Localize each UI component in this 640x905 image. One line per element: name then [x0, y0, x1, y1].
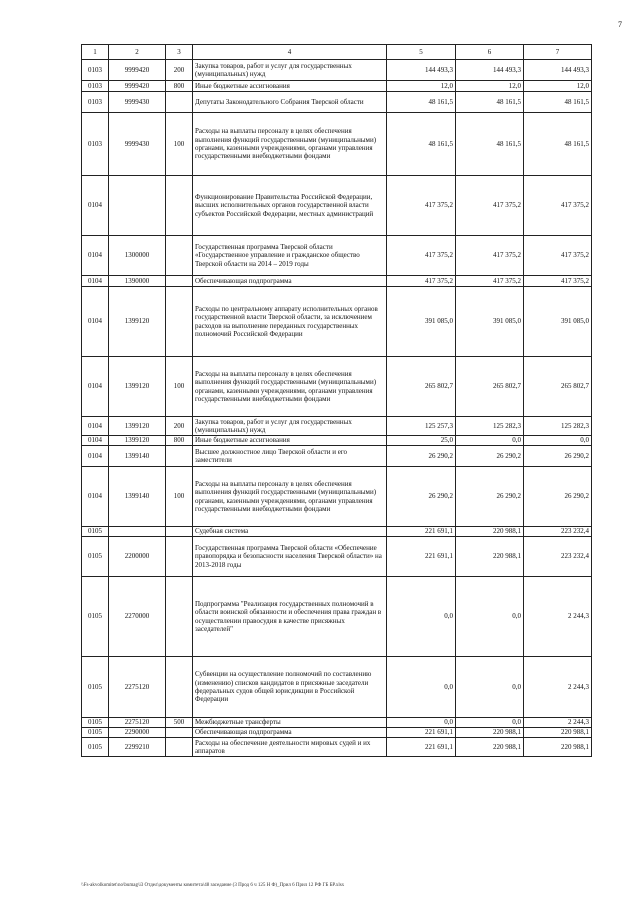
cell-c2: 2299210	[109, 738, 166, 757]
cell-c7: 144 493,3	[524, 60, 592, 81]
cell-c4: Иные бюджетные ассигнования	[193, 81, 387, 92]
cell-c6: 26 290,2	[456, 467, 524, 527]
header-cell: 2	[109, 45, 166, 60]
cell-c2: 9999420	[109, 81, 166, 92]
cell-c1: 0104	[82, 287, 109, 357]
table-row	[82, 287, 592, 357]
cell-c7: 220 988,1	[524, 728, 592, 738]
table-row	[82, 113, 592, 176]
cell-c6: 220 988,1	[456, 738, 524, 757]
cell-c5: 391 085,0	[387, 287, 456, 357]
file-path-footer: \\Fs-akvolkomitet\no\bumag\i3 Отдел\документы комитета\48 заседание (3 Прод 6 ч 125 Н Ф)_Прил 6 Прил 12 РФ ГБ БР.xlsx	[81, 883, 345, 888]
cell-c4: Государственная программа Тверской области «Обеспечение правопорядка и безопасности населения Тверской области» на 2013-2018 годы	[193, 537, 387, 577]
table-row	[82, 537, 592, 577]
table-row	[82, 718, 592, 728]
cell-c7: 125 282,3	[524, 417, 592, 436]
cell-c3	[166, 657, 193, 718]
cell-c6: 391 085,0	[456, 287, 524, 357]
cell-c5: 26 290,2	[387, 446, 456, 467]
cell-c1: 0105	[82, 718, 109, 728]
cell-c4: Обеспечивающая подпрограмма	[193, 276, 387, 287]
cell-c5: 144 493,3	[387, 60, 456, 81]
cell-c7: 223 232,4	[524, 537, 592, 577]
cell-c6: 220 988,1	[456, 537, 524, 577]
cell-c6: 417 375,2	[456, 236, 524, 276]
cell-c7: 0,0	[524, 436, 592, 446]
cell-c5: 26 290,2	[387, 467, 456, 527]
cell-c4: Межбюджетные трансферты	[193, 718, 387, 728]
cell-c5: 221 691,1	[387, 537, 456, 577]
table-row	[82, 436, 592, 446]
cell-c2: 1399140	[109, 467, 166, 527]
cell-c7: 265 802,7	[524, 357, 592, 417]
cell-c5: 265 802,7	[387, 357, 456, 417]
cell-c6: 0,0	[456, 577, 524, 657]
cell-c6: 12,0	[456, 81, 524, 92]
table-row	[82, 738, 592, 757]
cell-c3: 200	[166, 417, 193, 436]
page-number: 7	[618, 20, 622, 29]
cell-c4: Расходы на обеспечение деятельности мировых судей и их аппаратов	[193, 738, 387, 757]
cell-c1: 0105	[82, 527, 109, 537]
cell-c4: Расходы на выплаты персоналу в целях обеспечения выполнения функций государственными (муниципальными) органами, казенными учреждениями, органами управления государственными внебюджетными фондами	[193, 113, 387, 176]
cell-c7: 391 085,0	[524, 287, 592, 357]
cell-c4: Подпрограмма "Реализация государственных полномочий в области воинской обязанности и обеспечения права граждан в осуществлении правосудия в качестве присяжных заседателей"	[193, 577, 387, 657]
cell-c5: 12,0	[387, 81, 456, 92]
cell-c2: 2275120	[109, 657, 166, 718]
cell-c6: 265 802,7	[456, 357, 524, 417]
cell-c7: 26 290,2	[524, 467, 592, 527]
cell-c3	[166, 236, 193, 276]
cell-c2: 1399140	[109, 446, 166, 467]
cell-c2: 2200000	[109, 537, 166, 577]
cell-c1: 0105	[82, 537, 109, 577]
table-row	[82, 467, 592, 527]
budget-table	[81, 44, 592, 757]
cell-c3	[166, 577, 193, 657]
cell-c2: 9999430	[109, 113, 166, 176]
table-row	[82, 92, 592, 113]
cell-c7: 48 161,5	[524, 92, 592, 113]
cell-c1: 0103	[82, 92, 109, 113]
cell-c3: 100	[166, 467, 193, 527]
cell-c7: 12,0	[524, 81, 592, 92]
cell-c7: 2 244,3	[524, 657, 592, 718]
cell-c7: 2 244,3	[524, 718, 592, 728]
header-cell: 1	[82, 45, 109, 60]
cell-c5: 0,0	[387, 657, 456, 718]
cell-c6: 26 290,2	[456, 446, 524, 467]
cell-c1: 0103	[82, 60, 109, 81]
cell-c2: 1390000	[109, 276, 166, 287]
cell-c7: 417 375,2	[524, 176, 592, 236]
cell-c2: 2270000	[109, 577, 166, 657]
cell-c7: 223 232,4	[524, 527, 592, 537]
table-row	[82, 357, 592, 417]
cell-c3	[166, 92, 193, 113]
cell-c3	[166, 287, 193, 357]
cell-c3: 100	[166, 357, 193, 417]
cell-c1: 0105	[82, 728, 109, 738]
cell-c7: 417 375,2	[524, 236, 592, 276]
cell-c6: 0,0	[456, 657, 524, 718]
cell-c3	[166, 738, 193, 757]
cell-c6: 125 282,3	[456, 417, 524, 436]
table-row	[82, 657, 592, 718]
cell-c2: 1399120	[109, 287, 166, 357]
table-row	[82, 276, 592, 287]
cell-c7: 48 161,5	[524, 113, 592, 176]
cell-c1: 0105	[82, 657, 109, 718]
cell-c5: 48 161,5	[387, 113, 456, 176]
cell-c3: 800	[166, 436, 193, 446]
cell-c4: Обеспечивающая подпрограмма	[193, 728, 387, 738]
cell-c3: 200	[166, 60, 193, 81]
cell-c6: 220 988,1	[456, 527, 524, 537]
cell-c1: 0104	[82, 276, 109, 287]
header-cell: 6	[456, 45, 524, 60]
cell-c4: Расходы по центральному аппарату исполнительных органов государственной власти Тверской области, за исключением расходов на выполнение переданных государственных полномочий Российской Федерации	[193, 287, 387, 357]
cell-c1: 0105	[82, 577, 109, 657]
cell-c3	[166, 276, 193, 287]
cell-c2	[109, 176, 166, 236]
table-row	[82, 81, 592, 92]
cell-c5: 417 375,2	[387, 176, 456, 236]
cell-c5: 221 691,1	[387, 738, 456, 757]
cell-c3	[166, 537, 193, 577]
cell-c2: 1399120	[109, 417, 166, 436]
header-cell: 4	[193, 45, 387, 60]
cell-c1: 0104	[82, 436, 109, 446]
cell-c7: 2 244,3	[524, 577, 592, 657]
cell-c3: 800	[166, 81, 193, 92]
cell-c7: 417 375,2	[524, 276, 592, 287]
cell-c2: 9999420	[109, 60, 166, 81]
cell-c4: Расходы на выплаты персоналу в целях обеспечения выполнения функций государственными (муниципальными) органами, казенными учреждениями, органами управления государственными внебюджетными фондами	[193, 467, 387, 527]
cell-c5: 221 691,1	[387, 527, 456, 537]
cell-c4: Расходы на выплаты персоналу в целях обеспечения выполнения функций государственными (муниципальными) органами, казенными учреждениями, органами управления государственными внебюджетными фондами	[193, 357, 387, 417]
table-row	[82, 236, 592, 276]
cell-c2	[109, 527, 166, 537]
header-row	[82, 45, 592, 60]
table-row	[82, 176, 592, 236]
cell-c1: 0104	[82, 357, 109, 417]
cell-c1: 0104	[82, 467, 109, 527]
cell-c3	[166, 527, 193, 537]
cell-c5: 125 257,3	[387, 417, 456, 436]
cell-c4: Судебная система	[193, 527, 387, 537]
cell-c5: 48 161,5	[387, 92, 456, 113]
cell-c4: Иные бюджетные ассигнования	[193, 436, 387, 446]
cell-c3: 100	[166, 113, 193, 176]
cell-c7: 26 290,2	[524, 446, 592, 467]
cell-c6: 144 493,3	[456, 60, 524, 81]
cell-c1: 0103	[82, 81, 109, 92]
cell-c5: 417 375,2	[387, 236, 456, 276]
cell-c4: Закупка товаров, работ и услуг для государственных (муниципальных) нужд	[193, 60, 387, 81]
cell-c5: 221 691,1	[387, 728, 456, 738]
cell-c3	[166, 728, 193, 738]
cell-c6: 0,0	[456, 718, 524, 728]
table-row	[82, 577, 592, 657]
cell-c6: 417 375,2	[456, 276, 524, 287]
cell-c2: 2290000	[109, 728, 166, 738]
table-row	[82, 446, 592, 467]
cell-c2: 1399120	[109, 357, 166, 417]
table-row	[82, 728, 592, 738]
cell-c4: Депутаты Законодательного Собрания Тверской области	[193, 92, 387, 113]
cell-c3	[166, 176, 193, 236]
cell-c6: 48 161,5	[456, 92, 524, 113]
cell-c1: 0105	[82, 738, 109, 757]
table-row	[82, 527, 592, 537]
cell-c7: 220 988,1	[524, 738, 592, 757]
table-row	[82, 417, 592, 436]
cell-c1: 0104	[82, 236, 109, 276]
cell-c5: 417 375,2	[387, 276, 456, 287]
cell-c1: 0104	[82, 417, 109, 436]
cell-c6: 48 161,5	[456, 113, 524, 176]
cell-c5: 0,0	[387, 577, 456, 657]
cell-c1: 0104	[82, 176, 109, 236]
cell-c6: 220 988,1	[456, 728, 524, 738]
cell-c4: Субвенции на осуществление полномочий по составлению (изменению) списков кандидатов в присяжные заседатели федеральных судов общей юрисдикции в Российской Федерации	[193, 657, 387, 718]
cell-c4: Государственная программа Тверской области «Государственное управление и гражданское общество Тверской области на 2014 – 2019 годы	[193, 236, 387, 276]
cell-c3	[166, 446, 193, 467]
cell-c6: 0,0	[456, 436, 524, 446]
cell-c4: Функционирование Правительства Российской Федерации, высших исполнительных органов государственной власти субъектов Российской Федерации, местных администраций	[193, 176, 387, 236]
cell-c2: 2275120	[109, 718, 166, 728]
header-cell: 3	[166, 45, 193, 60]
cell-c4: Закупка товаров, работ и услуг для государственных (муниципальных) нужд	[193, 417, 387, 436]
cell-c1: 0103	[82, 113, 109, 176]
cell-c6: 417 375,2	[456, 176, 524, 236]
cell-c2: 1300000	[109, 236, 166, 276]
cell-c2: 1399120	[109, 436, 166, 446]
cell-c4: Высшее должностное лицо Тверской области и его заместители	[193, 446, 387, 467]
cell-c1: 0104	[82, 446, 109, 467]
header-cell: 5	[387, 45, 456, 60]
cell-c2: 9999430	[109, 92, 166, 113]
cell-c5: 25,0	[387, 436, 456, 446]
cell-c3: 500	[166, 718, 193, 728]
cell-c5: 0,0	[387, 718, 456, 728]
header-cell: 7	[524, 45, 592, 60]
table-row	[82, 60, 592, 81]
